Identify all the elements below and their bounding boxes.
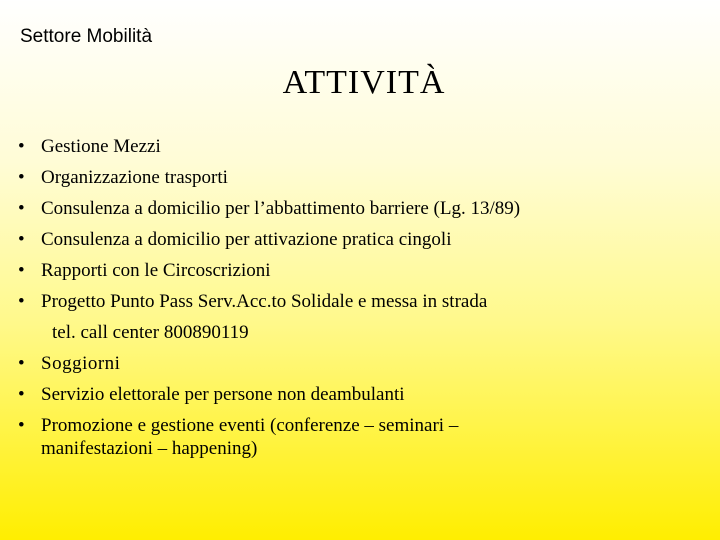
call-center-line: tel. call center 800890119 (52, 322, 249, 343)
list-item-text: Progetto Punto Pass Serv.Acc.to Solidale e messa in strada (41, 291, 488, 312)
bullet-icon: • (18, 384, 25, 405)
list-item-text: Consulenza a domicilio per l’abbattimento barriere (Lg. 13/89) (41, 198, 521, 219)
bullet-icon: • (18, 198, 25, 219)
list-item-text: Servizio elettorale per persone non deambulanti (41, 384, 405, 405)
list-item (18, 255, 708, 286)
list-item-text: Gestione Mezzi (41, 136, 161, 157)
bullet-icon: • (18, 415, 25, 436)
bullet-icon: • (18, 260, 25, 281)
bullet-icon: • (18, 136, 25, 157)
list-item-text: Soggiorni (41, 353, 121, 374)
bullet-icon: • (18, 229, 25, 250)
bullet-icon: • (18, 353, 26, 374)
list-item-text: Consulenza a domicilio per attivazione pratica cingoli (41, 229, 452, 250)
list-item-text: Promozione e gestione eventi (conferenze – seminari – (41, 415, 459, 436)
sector-header: Settore Mobilità (20, 26, 153, 47)
activity-list (18, 131, 708, 460)
list-item (18, 348, 708, 379)
list-item-text: Rapporti con le Circoscrizioni (41, 260, 271, 281)
list-item (18, 224, 708, 255)
list-item (18, 162, 708, 193)
list-item (18, 131, 708, 162)
list-item-text: Organizzazione trasporti (41, 167, 228, 188)
bullet-icon: • (18, 167, 25, 188)
slide-title: ATTIVITÀ (282, 64, 446, 101)
list-item-text-continued: manifestazioni – happening) (41, 438, 258, 459)
bullet-icon: • (18, 291, 25, 312)
list-item (18, 379, 708, 410)
list-item (18, 286, 708, 317)
list-item (18, 193, 708, 224)
list-item (18, 414, 708, 460)
